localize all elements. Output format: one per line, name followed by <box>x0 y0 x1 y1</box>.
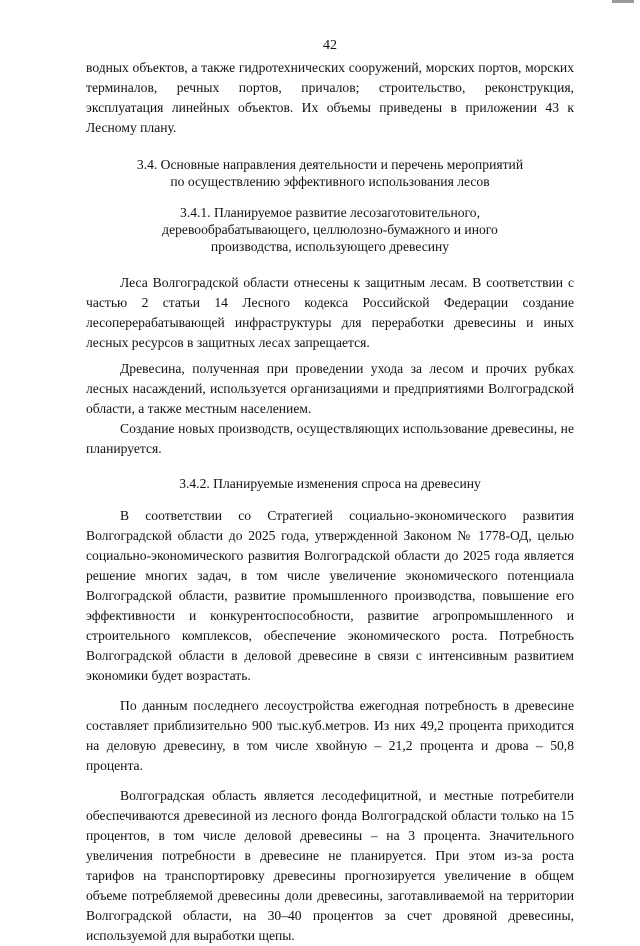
section-3-4-heading-line2: по осуществлению эффективного использования лесов <box>170 174 490 189</box>
section-3-4-1-body <box>86 273 574 459</box>
section-3-4-1-heading-line1: 3.4.1. Планируемое развитие лесозаготовительного, <box>180 205 480 220</box>
paragraph: Создание новых производств, осуществляющих использование древесины, не планируется. <box>86 421 574 456</box>
section-3-4-heading <box>86 156 574 190</box>
intro-paragraph: водных объектов, а также гидротехнических сооружений, морских портов, морских терминалов, речных портов, причалов; строительство, реконструкция, эксплуатация линейных объектов. Их объемы приведены в приложении 43 к Лесному плану. <box>86 60 574 135</box>
page-number: 42 <box>323 38 337 53</box>
paragraph: Древесина, полученная при проведении ухода за лесом и прочих рубках лесных насаждений, используется организациями и предприятиями Волгоградской области, а также местным населением. <box>86 361 574 416</box>
section-3-4-2-heading: 3.4.2. Планируемые изменения спроса на древесину <box>179 476 481 491</box>
scan-corner-mark <box>612 0 634 3</box>
paragraph: По данным последнего лесоустройства ежегодная потребность в древесине составляет приблизительно 900 тыс.куб.метров. Из них 49,2 процента приходится на деловую древесину, в том числе хвойную – 21,2 процента и дрова – 50,8 процента. <box>86 698 574 773</box>
section-3-4-1-heading-line3: производства, использующего древесину <box>210 239 450 254</box>
paragraph: Леса Волгоградской области отнесены к защитным лесам. В соответствии с частью 2 статьи 14 Лесного кодекса Российской Федерации создание лесоперерабатывающей инфраструктуры для переработки древесины и иных лесных ресурсов в защитных лесах запрещается. <box>86 275 574 350</box>
paragraph: В соответствии со Стратегией социально-экономического развития Волгоградской области до 2025 года, утвержденной Законом № 1778-ОД, целью социально-экономического развития Волгоградской области до 2025 года является решение многих задач, в том числе увеличение экономического потенциала Волгоградской области, развитие промышленного производства, повышение его эффективности и конкурентоспособности, развитие агропромышленного и строительного комплексов, обеспечение экономического роста. Потребность Волгоградской области в деловой древесине в связи с интенсивным развитием экономики будет возрастать. <box>86 508 574 683</box>
section-3-4-2-body <box>86 506 574 946</box>
section-3-4-1-heading <box>86 204 574 255</box>
section-3-4-heading-line1: 3.4. Основные направления деятельности и перечень мероприятий <box>136 157 524 172</box>
document-page <box>86 36 574 946</box>
paragraph: Волгоградская область является лесодефицитной, и местные потребители обеспечиваются древесиной из лесного фонда Волгоградской области только на 15 процентов, в том числе деловой древесины – на 3 процента. Значительного увеличения потребности в древесине не планируется. При этом из-за роста тарифов на транспортировку древесины прогнозируется увеличение в общем объеме потребляемой древесины доли древесины, заготавливаемой на территории Волгоградской области, на 30–40 процентов за счет дровяной древесины, используемой для выработки щепы. <box>86 788 574 943</box>
section-3-4-1-heading-line2: деревообрабатывающего, целлюлозно-бумажного и иного <box>162 222 498 237</box>
